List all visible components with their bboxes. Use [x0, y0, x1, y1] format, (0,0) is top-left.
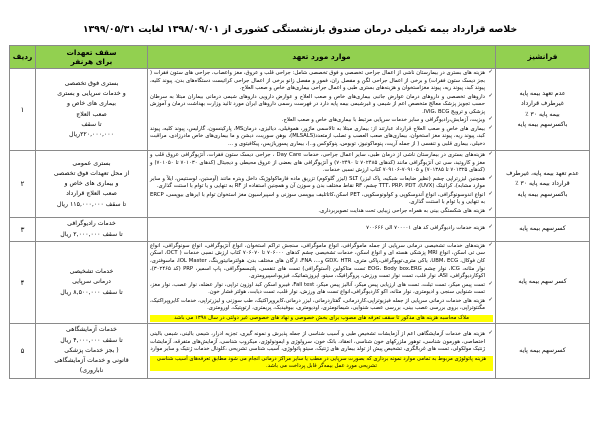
coverage-bullet: ✓ داروهای تخصصی و داروهای درمان عوارض جانبی بیماری‌های خاص و صعب العلاج و عوارض دارویی داروهای شیمی درمانی بیماران مبتلا به سرطان حسب تجویز پزشک معالج متخصص اعم از شیمی و غیرشیمی بیمه پایه دارد در فهرست رسمی داروهای ایران مورد تائید وزارت بهداشت درمان و آموزش پزشکی و ترویج IVIG، BCG. [150, 94, 493, 117]
ceiling-line: صعب العلاج قرارداد [66, 190, 117, 198]
ceiling-line: خدمات تشخیصی [69, 268, 114, 276]
coverage-bullet: ✓ هزینه‌های بستری در بیمارستان ناشی از درمان طبی، سایر اعمال جراحی، خدمات Day Care ، جراحی دیسک ستون فقرات، آنژیوگرافی عروق قلب و مغز و کاروتید، سی تی آنژیوگرافی مانند (کدهای ۷۰۲۴۸۵ تا ۷۰۲۴۹۰) و آنژیوگرافی های بعضی از عروق محیطی و دیجیتال (کدهای ۷۰۱۰۳۰ تا ۷۰۱۰۵۰) و (کدهای ۷۰۱۳۲۵ تا ۷۰۱۳۸۵) و ۷۰۹۱۰۵-۷۰۹۱۰۶ کتاب ارزش نسبی خدمات. [150, 152, 493, 175]
ceiling-line: و خدمات سرپایی و بستری [57, 90, 126, 98]
column-header-ceiling-line1: سقف تعهدات [66, 47, 117, 57]
table-body [10, 69, 590, 379]
ceiling-line: خدمات رادیوگرافی [67, 220, 116, 228]
ceiling-amount: تا سقف ۸,۵۰۰,۰۰۰ ریال [60, 288, 123, 296]
ceiling-line: ( بجز خدمات پزشکی [64, 346, 119, 354]
ceiling-line: قانونی و خدمات آزمایشگاهی [54, 357, 129, 365]
franchise-line: بیمه پایه ۳۰ ٪ [525, 110, 560, 118]
cell-franchise [496, 241, 590, 323]
franchise-line: کسر سهم بیمه پایه [518, 278, 567, 286]
ceiling-line: بیماری های خاص و [67, 100, 116, 108]
ceiling-amount: تا سقف ۲,۰۰۰,۰۰۰ ریال [60, 230, 123, 238]
table-row [10, 324, 590, 378]
cell-ceiling [36, 69, 148, 151]
column-header-ceiling [36, 46, 148, 69]
coverage-bullet: ✓ همچنین لیزرتراپی چشم (نظیر ضایعات شبکیه، پاک لیزر) SLT (لیزر گلوکوم) تزریق ماده فارماکولوژیک داخل وبتره مانند (آوستین، لوسنتیس، ایلآ و سایر موارد مشابه)، کرائیتک (UVX)، TTT، PRP، PDT چشم، RF نقاط مختلف بدن و سوزن آن و همچنین استفاده از RF به تنهایی و یا توام با استنت گذاری. [150, 176, 493, 191]
cell-row-number: ۳ [10, 218, 36, 242]
cell-items [148, 241, 496, 323]
cell-row-number: ۴ [10, 241, 36, 323]
table-row [10, 218, 590, 242]
column-header-ceiling-line2: برای هرنفر [70, 57, 113, 67]
ceiling-amount: تا سقف ۴,۰۰۰,۰۰۰ ریال [60, 336, 123, 344]
column-header-items: موارد مورد تعهد [148, 46, 496, 69]
coverage-bullet: ✓ انواع اندوسونوگرافی، انواع آندوسکوپی و کولونوسکوپی، PET اسکن،کاتاتلیف بیوپسی سوزنی و اسپیراسیون مغز استخوان توام با ایرهای بیوپسی، ERCP به تنهایی و یا توام با استنت گذاری. [150, 192, 493, 207]
table-row [10, 151, 590, 218]
ceiling-line: و بیماری های خاص و [64, 180, 119, 188]
cell-items [148, 218, 496, 242]
franchise-line: باکسرسهم بیمه پایه [517, 121, 568, 129]
column-header-radif: ردیف [10, 46, 36, 69]
ceiling-line: تا سقف [81, 120, 102, 128]
ceiling-line: خدمات آزمایشگاهی [66, 326, 117, 334]
column-header-franchise: فرانشیز [496, 46, 590, 69]
cell-ceiling [36, 324, 148, 378]
coverage-bullet: ✓ هزینه های بستری در بیمارستان ناشی از اعمال جراحی تخصصی و فوق تخصصی شامل: جراحی قلب و عروق، مغز واعصاب، جراحی های ستون فقرات ( بجز دیسک ستون فقرات) و برخی از اعمال جراحی لگن و مفصل ران، فمور و مفصل زانو برخی از اعمال جراحی کراتیست دستگاه‌های بدن، پیوند کلیه، پیوند کبد، پیوند ریه، پیوند مغزاستخوان و هزینه‌های بستری طبی و اعمال جراحی بیماری‌های خاص و صعب العلاج. [150, 70, 493, 93]
franchise-line: کسرسهم بیمه پایه [519, 346, 566, 354]
cell-row-number: ۲ [10, 151, 36, 218]
cell-franchise [496, 324, 590, 378]
coverage-bullet: ✓ ویزیت، آزمایش،رادیوگرافی و سایر خدمات سرپایی مرتبط با بیماری‌های خاص و صعب العلاج. [150, 117, 493, 125]
ceiling-line: درمانی سرپایی [72, 278, 111, 286]
cell-franchise [496, 151, 590, 218]
coverage-bullet: ✓ بیماری های خاص و صعب العلاج قرارداد عبارتند از: بیماری مبتلا به تالاسمی ماژور، هموفیلی، دیالیزی، درمانMS، پارکینسون، گارلیس، پیوند کلیه، پیوند کبد، پیوند ریه، پیوند مغز استخوان، بیماری‌های صعب العصب و تصلب ازمتعدد(MLSALS)، بوهن سوریت، دیشن و ما بیماری‌های خاص مادرزادی، مراقبت دخیلی، بیماری قلبی و تنفسی ( از جمله آریت، پنوماکونیوز، توبوس، پنوکوکس و..)، بیماری پسوریازیس، پیکافیتوی و ... [150, 126, 493, 149]
coverage-bullet: ✓ هزینه های خدمات درمانی سرپایی از جمله فیزیوتراپی،کاردرمانی، گفتاردرمانی، لیزر درمانی،کایروپراکتیک، طب سوزنی و لیزرتراپی، خدمات کایروپراکتیک، مگنتوتراپی، بروی بررسی عصب بینی، بررسی عصب شنوایی، شیماتومتری، اودیومتری، بیوفیدبک، پریمتری، ارتوپتیک، اورومتری. [150, 298, 493, 313]
coverage-bullet: ✓ هزینه‌های خدمات تشخیصی درمانی سرپایی از جمله ماموگرافی، انواع ماموگرافی، سنجش تراکم استخوان، انواع آنژیوگرافی، انواع سونوگرافی، انواع سی تی اسکن، انواع MRI پزشکی هسته ای و انواع اسکن، خدمات تشخیصی چشم کدهای ۷۰۶۰۰۰ تا ۷۰۶۰۷۰ کتاب ارزش نسبی خدمات ( OCT، اسکن کان فوکال، UBM، ECG، یاکی متری،توپوگرافی،پاکی متری، GDX، HTR و...، FNA، ارگان های مختلف بدن، هولترمانیتورینگ، IOL Master، ماسوفتری، نوار مثانه، ICG، نوار چشم EOG، Body box،ERG تست متاکولین (آستوگرافی) تست های تنفسی، پلتیسموگرافی، پاپ اسمیر، PRP (کد ۳۰۲۴۶۵)، اکوکاردیوگرافی، ASI، نوار قلب، تست نوار تست ورزش، پروگرافیک، سیتو، اپروزیتماتیک، فیزیو،اسپیرومتری. [150, 243, 493, 281]
coverage-bullet: ✓ هزینه های شکستگی بینی به همراه جراحی زیبایی تحت هدایت تصویربرداری. [150, 208, 493, 216]
cell-items [148, 324, 496, 378]
table-header [10, 46, 590, 69]
contract-summary-table [9, 45, 590, 379]
ceiling-line: ناباروری) [79, 367, 104, 375]
cell-row-number: ۱ [10, 69, 36, 151]
cell-franchise [496, 218, 590, 242]
ceiling-line: بستری عمومی [72, 159, 111, 167]
coverage-bullet: ✓ تست پیس میکر، تست تیلت، تست های ارزیابی پیس میکر، آنالیز پیس میکر، Fall test، فیبرو اسکن کبد اوزون تراپی، نوار عضله، نوار عصب، نوار مغز، تست شنوایی سنجی و ادیومتری، نوار مثانه، اکو کاردیوگرافی،انواع تست های ورزش، نوار قلب، تست دیابت، هولتر فشار خون. [150, 282, 493, 297]
ceiling-line: از محل تعهدات فوق تخصصی [53, 169, 130, 177]
cell-items [148, 69, 496, 151]
highlighted-note: هزینه پاتولوژی مربوط به تمامی موارد نمونه برداری که بصورت سرپایی در مطب یا سایر مراکز درمانی انجام می شود مطابق تعرفه‌های آسیب شناسی تشریحی مورد عمل بیمه‌گر قابل پرداخت می باشد. [150, 356, 493, 371]
table-row [10, 241, 590, 323]
franchise-line: غیرطرف قرارداد [521, 100, 564, 108]
franchise-line: قرارداد بیمه پایه ۳۰ ٪ [515, 180, 570, 188]
cell-items [148, 151, 496, 218]
franchise-line: باکسرسهم بیمه پایه [517, 190, 568, 198]
franchise-line: کسرسهم بیمه پایه [519, 225, 566, 233]
cell-ceiling [36, 218, 148, 242]
coverage-bullet: ✓ هزینه خدمات رادیوگرافی کد های ۷۰۰۰۰۱ الی ۷۰۰۶۶۶ [150, 225, 493, 233]
table-row [10, 69, 590, 151]
ceiling-line: صعب العلاج [76, 110, 107, 118]
cell-row-number: ۵ [10, 324, 36, 378]
ceiling-amount: تا سقف ۱۱۵,۰۰۰,۰۰۰ ریال [56, 200, 127, 208]
page-title: خلاصه قرارداد بیمه تکمیلی درمان صندوق بازنشستگی کشوری از ۱۳۹۸/۰۹/۰۱ لغایت ۱۳۹۹/۰۵/۳۱ [82, 24, 518, 35]
cell-ceiling [36, 151, 148, 218]
highlighted-note: ملاک محاسبه هزینه های مذکور تا سقف تعرفه های مصوب برای بخش خصوصی و نهاد های خصوصی غیر دولتی در سال ۱۳۹۸ می باشد [150, 315, 493, 323]
coverage-bullet: ✓ هزینه های خدمات آزمایشگاهی اعم از آزمایشات تشخیص طبی و آسیب شناسی از جمله پذیرش و نمونه گیری، تجزیه ادرار، شیمی بالینی، شیمی بالینی اختصاصی، هورمون شناسی، توهور ملزرکهای خون شناسی، انعقاد، بانک خون، سرولوژی و ایمونولوژی، میکروب شناسی، آزمایش‌های متفرقه، آزمایشات ژنتیک مولکولی، تست های غربالگری، تشخیص پیش از تولد بیماری های ژنتیک، سیتو پاتولوژی، آسیب شناسی تشریحی ،کلونال خدمات ژنتیک و سایر موارد [150, 331, 493, 354]
franchise-line: عدم تعهد بیمه پایه، غیرطرف [506, 169, 579, 177]
ceiling-line: بستری فوق تخصصی [64, 79, 119, 87]
franchise-line: عدم تعهد بیمه پایه [519, 89, 566, 97]
cell-ceiling [36, 241, 148, 323]
ceiling-amount: ۲۲۰,۰۰۰,۰۰۰ریال [69, 131, 114, 139]
table-header-row [10, 46, 590, 69]
cell-franchise [496, 69, 590, 151]
